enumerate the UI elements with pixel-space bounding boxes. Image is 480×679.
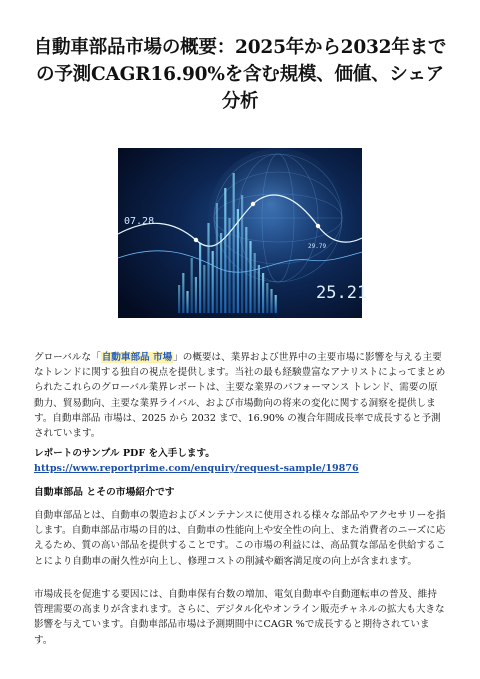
market-chart-illustration [118, 148, 368, 318]
intro-paragraph [34, 350, 446, 441]
hero-bar [216, 203, 218, 313]
hero-bar [270, 289, 272, 313]
hero-bar [212, 251, 214, 313]
hero-bar [233, 173, 235, 313]
hero-bar [220, 233, 222, 313]
hero-bar [182, 273, 184, 313]
hero-label-1: 07.28 [124, 216, 155, 227]
intro-prefix: グローバルな「 [34, 352, 101, 363]
hero-bar [178, 285, 180, 313]
sample-label: レポートのサンプル PDF を入手します。 [34, 448, 215, 459]
hero-bar [224, 188, 226, 313]
section-heading: 自動車部品 とその市場紹介です [34, 487, 175, 498]
growth-drivers-paragraph: 市場成長を促進する要因には、自動車保有台数の増加、電気自動車や自動運転車の普及、維持管理需要の高まりが含まれます。さらに、デジタル化やオンライン販売チャネルの拡大も大きな影響を与えています。自動車部品市場は予測期間中にCAGR %で成長すると期待されています。 [34, 589, 445, 646]
hero-bar [207, 223, 209, 313]
hero-bar [195, 277, 197, 313]
trend-point [316, 224, 320, 228]
hero-bar [241, 195, 243, 313]
page-title: 自動車部品市場の概要：2025年から2032年までの予測CAGR16.90%を含む規模、価値、シェア分析 [33, 37, 447, 112]
hero-bar [191, 258, 193, 313]
sample-request [34, 446, 446, 476]
hero-bar [186, 291, 188, 313]
hero-bar [258, 265, 260, 313]
hero-bar [203, 265, 205, 313]
hero-bar [237, 209, 239, 313]
hero-label-2: 29.79 [308, 243, 327, 250]
intro-body: 」の概要は、業界および世界中の主要市場に影響を与える主要なトレンドに関する独自の視点を提供します。当社の最も経験豊富なアナリストによってまとめられたこれらのグローバル業界レポートは、主要な業界のパフォーマンス トレンド、需要の原動力、貿易動向、主要な業界ライバル、および市場動向の将来の変化に関する洞察を提供します。自動車部品 市場は、2025 から 2032 まで、16.90% の複合年間成長率で成長すると予測されています。 [34, 352, 446, 440]
hero-label-3: 25.21 [316, 283, 368, 303]
hero-bar [266, 283, 268, 313]
sample-url-link[interactable]: https://www.reportprime.com/enquiry/request-sample/19876 [34, 463, 359, 475]
market-link[interactable]: 自動車部品 市場 [101, 352, 173, 363]
hero-bar [199, 243, 201, 313]
market-intro-paragraph: 自動車部品とは、自動車の製造およびメンテナンスに使用される様々な部品やアクセサリーを指します。自動車部品市場の目的は、自動車の性能向上や安全性の向上、また消費者のニーズに応えるため、質の高い部品を提供することです。この市場の利益には、高品質な部品を供給することにより自動車の耐久性が向上し、修理コストの削減や顧客満足度の向上が含まれます。 [34, 510, 446, 567]
hero-bar [254, 253, 256, 313]
trend-point [251, 202, 255, 206]
hero-bar [245, 227, 247, 313]
hero-bar [249, 241, 251, 313]
hero-bar [262, 273, 264, 313]
hero-bar [275, 295, 277, 313]
trend-point [194, 238, 198, 242]
hero-image [118, 148, 368, 318]
